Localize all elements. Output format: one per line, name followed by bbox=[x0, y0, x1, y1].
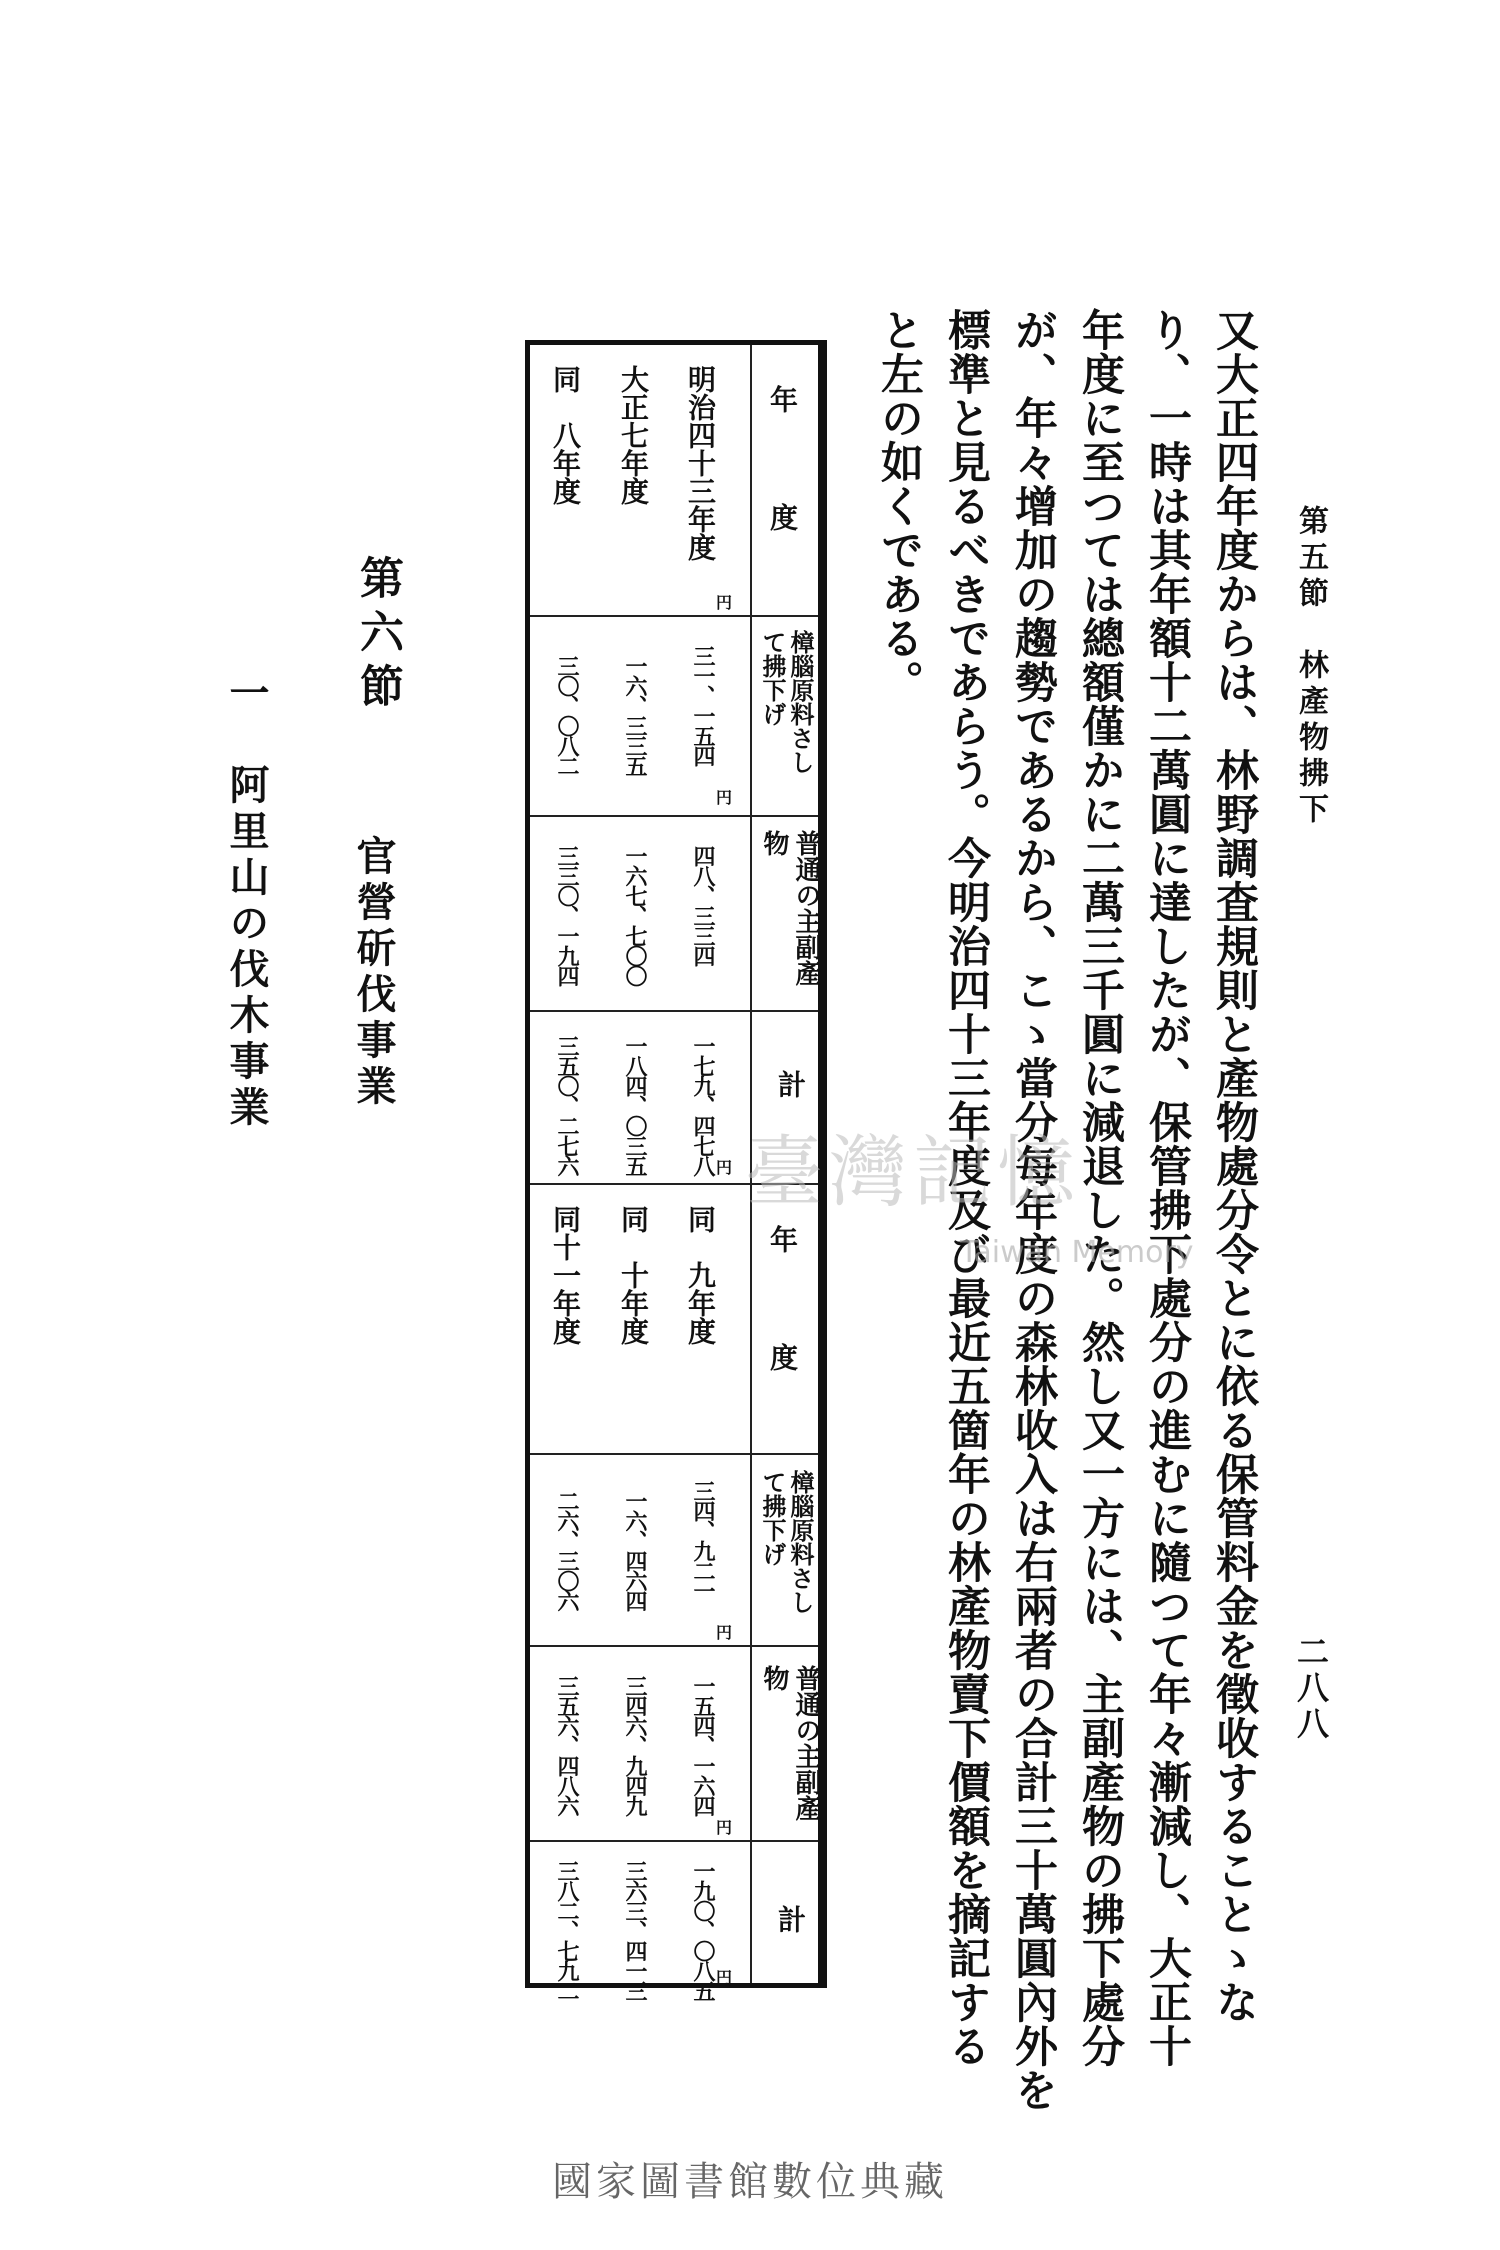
section-subtitle: 官營斫伐事業 bbox=[350, 835, 397, 1111]
table-cell-total: 一九〇、〇八五 bbox=[690, 1860, 716, 2000]
yen-marker: 円 bbox=[716, 593, 733, 612]
yen-marker: 円 bbox=[716, 788, 733, 807]
table-cell-total: 一八四、〇三五 bbox=[622, 1035, 648, 1175]
table-row-year: 明治四十三年度 bbox=[684, 365, 717, 561]
table-cell-total: 三六三、四一三 bbox=[622, 1860, 648, 2000]
table-cell-products: 三三〇、一九四 bbox=[554, 845, 580, 985]
table-cell-products: 一五四、一六四 bbox=[690, 1675, 716, 1815]
body-line: り、一時は其年額十二萬圓に達したが、保管拂下處分の進むに隨つて年々漸減し、大正十 bbox=[1142, 308, 1192, 2068]
body-line: 年度に至つては總額僅かに二萬三千圓に減退した。然し又一方には、主副產物の拂下處分 bbox=[1075, 308, 1125, 2068]
table-header-year: 年度 bbox=[766, 1225, 799, 1461]
table-row-year: 同 八年度 bbox=[549, 365, 582, 505]
page-number: 二八八 bbox=[1292, 1635, 1330, 1743]
table-header-products: 普通の主副產物 bbox=[759, 1665, 821, 1821]
running-header: 第五節 林產物拂下 bbox=[1293, 505, 1328, 829]
table-header-camphor: 樟腦原料さして拂下げ bbox=[758, 630, 815, 774]
subsection-title: 一 阿里山の伐木事業 bbox=[223, 672, 270, 1132]
watermark-logo: 臺灣記憶 bbox=[745, 1128, 1082, 1218]
table-header-total: 計 bbox=[774, 1070, 807, 1098]
table-cell-total: 三八二、七九二 bbox=[554, 1860, 580, 2000]
table-cell-camphor: 一六、三三五 bbox=[622, 655, 648, 775]
table-cell-total: 三五〇、二七六 bbox=[554, 1035, 580, 1175]
table-cell-products: 三四六、九四九 bbox=[622, 1675, 648, 1815]
table-cell-camphor: 一六、四六四 bbox=[622, 1490, 648, 1610]
yen-marker: 円 bbox=[716, 1623, 733, 1642]
table-header-total: 計 bbox=[774, 1905, 807, 1933]
watermark-logo-en: Taiwan Memory bbox=[960, 1235, 1194, 1270]
table-row-year: 同 九年度 bbox=[684, 1205, 717, 1345]
body-line: が、年々增加の趨勢であるから、こゝ當分每年度の森林收入は右兩者の合計三十萬圓內外を bbox=[1008, 308, 1058, 2112]
table-cell-camphor: 三〇、〇八二 bbox=[554, 655, 580, 775]
body-line: 又大正四年度からは、林野調査規則と產物處分令とに依る保管料金を徵收することゝな bbox=[1209, 308, 1259, 2024]
table-row-year: 同 十年度 bbox=[617, 1205, 650, 1345]
table-cell-products: 一六七、七〇〇 bbox=[622, 845, 648, 985]
section-title: 第六節 bbox=[352, 555, 403, 717]
table-cell-products: 四八、三三四 bbox=[690, 845, 716, 965]
table-cell-total: 一七九、四七八 bbox=[690, 1035, 716, 1175]
body-line: と左の如くである。 bbox=[874, 308, 924, 704]
table-cell-products: 三五六、四八六 bbox=[554, 1675, 580, 1815]
body-line: 標準と見るべきであらう。今明治四十三年度及び最近五箇年の林產物賣下價額を摘記する bbox=[941, 308, 991, 2068]
table-header-camphor: 樟腦原料さして拂下げ bbox=[758, 1470, 815, 1614]
table-cell-camphor: 三四、九二一 bbox=[690, 1480, 716, 1600]
yen-marker: 円 bbox=[716, 1968, 733, 1987]
table-header-year: 年度 bbox=[766, 385, 799, 621]
table-cell-camphor: 三一、一五四 bbox=[690, 645, 716, 765]
table-row-year: 同十一年度 bbox=[549, 1205, 582, 1345]
footer-credit: 國家圖書館數位典藏 bbox=[552, 2159, 948, 2205]
yen-marker: 円 bbox=[716, 1818, 733, 1837]
table-row-year: 大正七年度 bbox=[617, 365, 650, 505]
table-header-products: 普通の主副產物 bbox=[759, 830, 821, 986]
table-cell-camphor: 二六、三〇六 bbox=[554, 1490, 580, 1610]
yen-marker: 円 bbox=[716, 1158, 733, 1177]
